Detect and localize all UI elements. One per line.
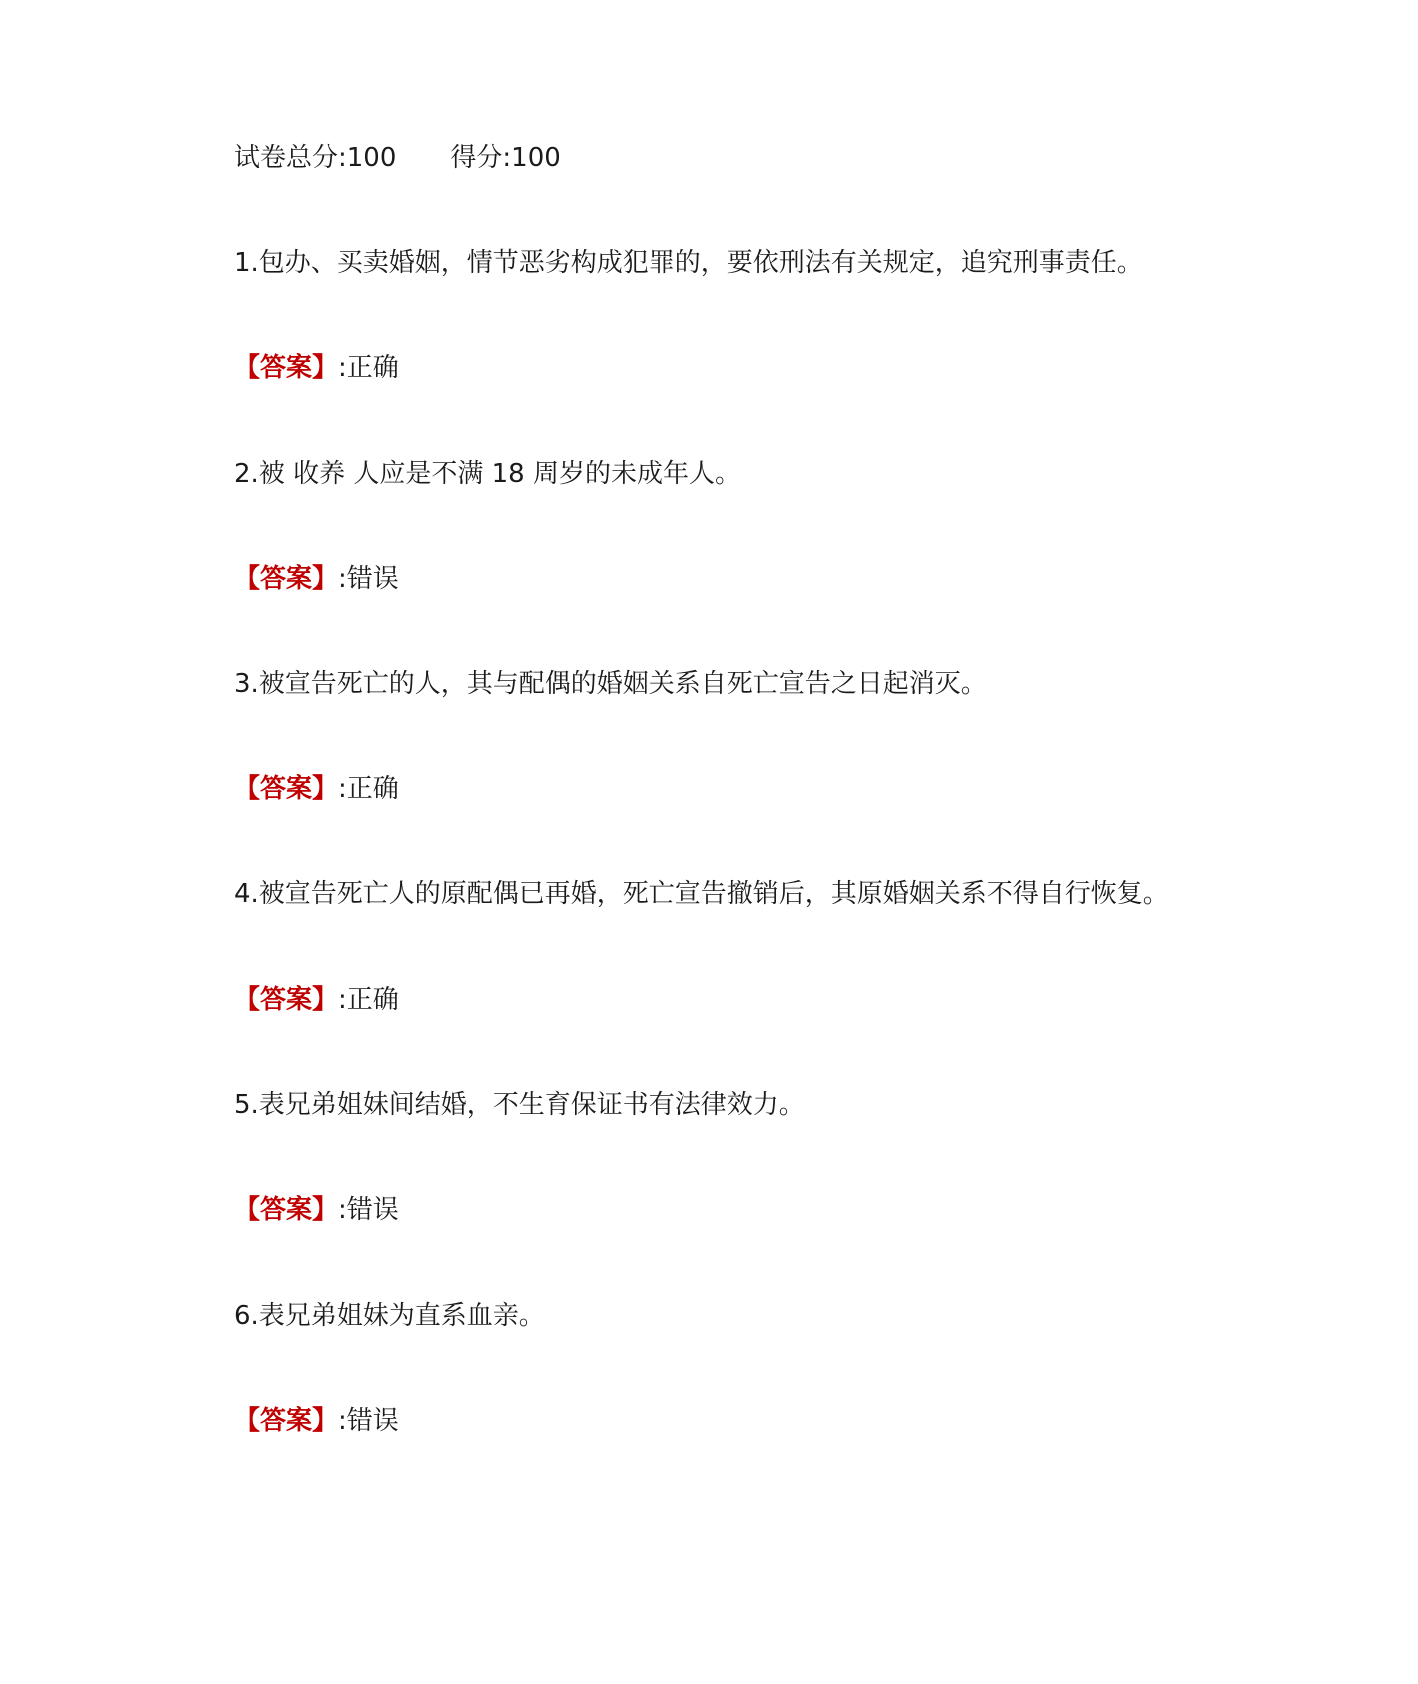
answer-tag: 【答案】 (234, 353, 339, 383)
answer-5 (234, 1193, 399, 1227)
answer-value: :错误 (338, 1406, 399, 1436)
answer-tag: 【答案】 (234, 1195, 339, 1225)
answer-3 (234, 772, 399, 806)
answer-tag: 【答案】 (234, 774, 339, 804)
score-summary (234, 141, 561, 175)
answer-2 (234, 562, 399, 596)
question-6: 6.表兄弟姐妹为直系血亲。 (234, 1301, 545, 1331)
question-5: 5.表兄弟姐妹间结婚，不生育保证书有法律效力。 (234, 1090, 805, 1120)
answer-value: :错误 (338, 564, 399, 594)
answer-tag: 【答案】 (234, 985, 339, 1015)
total-score: 试卷总分:100 (234, 143, 397, 173)
answer-tag: 【答案】 (234, 1406, 339, 1436)
question-3: 3.被宣告死亡的人，其与配偶的婚姻关系自死亡宣告之日起消灭。 (234, 669, 987, 699)
obtained-score: 得分:100 (450, 143, 561, 173)
answer-1 (234, 351, 399, 385)
answer-4 (234, 983, 399, 1017)
answer-6 (234, 1404, 399, 1438)
question-1: 1.包办、买卖婚姻，情节恶劣构成犯罪的，要依刑法有关规定，追究刑事责任。 (234, 248, 1143, 278)
question-2: 2.被 收养 人应是不满 18 周岁的未成年人。 (234, 459, 741, 489)
question-4: 4.被宣告死亡人的原配偶已再婚，死亡宣告撤销后，其原婚姻关系不得自行恢复。 (234, 879, 1169, 909)
answer-tag: 【答案】 (234, 564, 339, 594)
answer-value: :正确 (338, 774, 399, 804)
answer-value: :错误 (338, 1195, 399, 1225)
answer-value: :正确 (338, 353, 399, 383)
answer-value: :正确 (338, 985, 399, 1015)
